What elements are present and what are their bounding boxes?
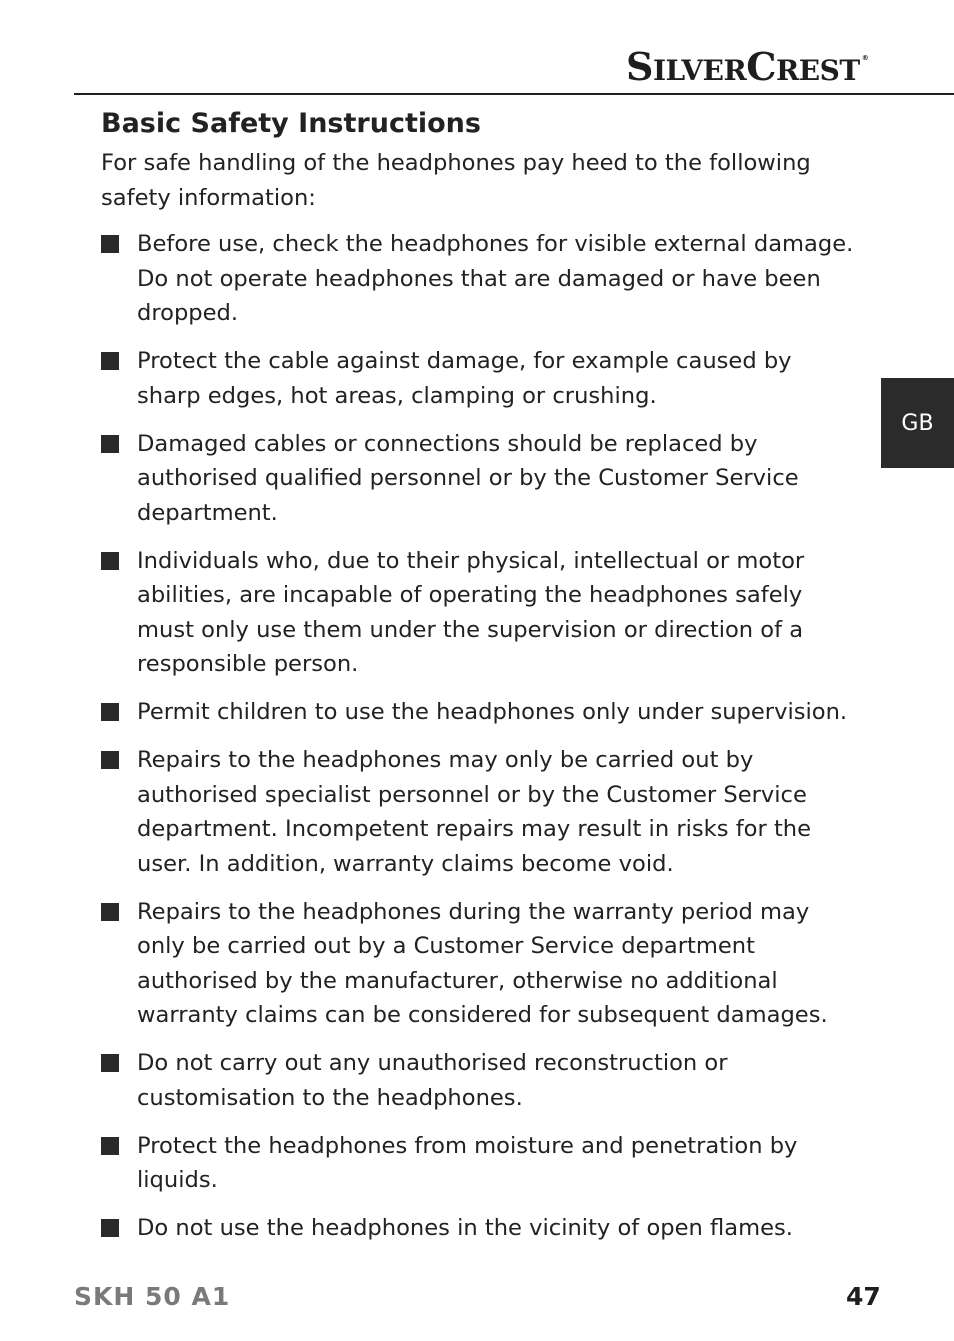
- brand-logo-rest: REST: [776, 54, 860, 87]
- square-bullet-icon: [101, 352, 119, 370]
- square-bullet-icon: [101, 903, 119, 921]
- list-item-text: Damaged cables or connections should be replaced by authorised qualified personnel or by the Customer Service department.: [137, 430, 799, 526]
- brand-logo-s: S: [626, 44, 653, 89]
- list-item: [101, 227, 861, 331]
- list-item-text: Repairs to the headphones may only be carried out by authorised specialist personnel or by the Customer Service department. Incompetent repairs may result in risks for the user. In addition, warranty claims become void.: [137, 747, 812, 877]
- safety-list: [101, 227, 861, 1246]
- list-item-text: Individuals who, due to their physical, intellectual or motor abilities, are incapable of operating the headphones safely must only use them under the supervision or direction of a responsible person.: [137, 547, 805, 677]
- list-item-text: Do not use the headphones in the vicinity of open flames.: [137, 1215, 793, 1241]
- list-item-text: Permit children to use the headphones only under supervision.: [137, 699, 848, 725]
- square-bullet-icon: [101, 1219, 119, 1237]
- language-tab: [881, 378, 954, 468]
- list-item-text: Repairs to the headphones during the warranty period may only be carried out by a Customer Service department authorised by the manufacturer, otherwise no additional warranty claims can be considered for subsequent damages.: [137, 898, 828, 1028]
- list-item-text: Before use, check the headphones for visible external damage. Do not operate headphones that are damaged or have been dropped.: [137, 231, 854, 326]
- list-item: [101, 1211, 861, 1246]
- list-item: [101, 427, 861, 531]
- list-item: [101, 1046, 861, 1115]
- square-bullet-icon: [101, 703, 119, 721]
- section-title: Basic Safety Instructions: [101, 108, 481, 139]
- list-item: [101, 344, 861, 413]
- square-bullet-icon: [101, 552, 119, 570]
- square-bullet-icon: [101, 435, 119, 453]
- language-tab-label: GB: [901, 410, 934, 436]
- square-bullet-icon: [101, 751, 119, 769]
- header-divider: [74, 93, 954, 95]
- list-item-text: Protect the headphones from moisture and penetration by liquids.: [137, 1132, 798, 1193]
- square-bullet-icon: [101, 1054, 119, 1072]
- safety-section: [101, 106, 861, 1259]
- list-item-text: Protect the cable against damage, for example caused by sharp edges, hot areas, clamping or crushing.: [137, 348, 792, 409]
- brand-logo-ilver: ILVER: [652, 54, 747, 87]
- list-item: [101, 743, 861, 881]
- section-intro: For safe handling of the headphones pay heed to the following safety information:: [101, 150, 811, 211]
- square-bullet-icon: [101, 235, 119, 253]
- square-bullet-icon: [101, 1137, 119, 1155]
- brand-logo: [626, 44, 869, 89]
- list-item: [101, 544, 861, 682]
- brand-logo-c: C: [746, 44, 777, 89]
- footer-page-number: 47: [846, 1282, 881, 1311]
- list-item: [101, 695, 861, 730]
- list-item: [101, 1129, 861, 1198]
- list-item: [101, 895, 861, 1033]
- footer-model-number: SKH 50 A1: [74, 1282, 231, 1311]
- list-item-text: Do not carry out any unauthorised reconstruction or customisation to the headphones.: [137, 1050, 728, 1111]
- registered-mark: ®: [861, 54, 869, 62]
